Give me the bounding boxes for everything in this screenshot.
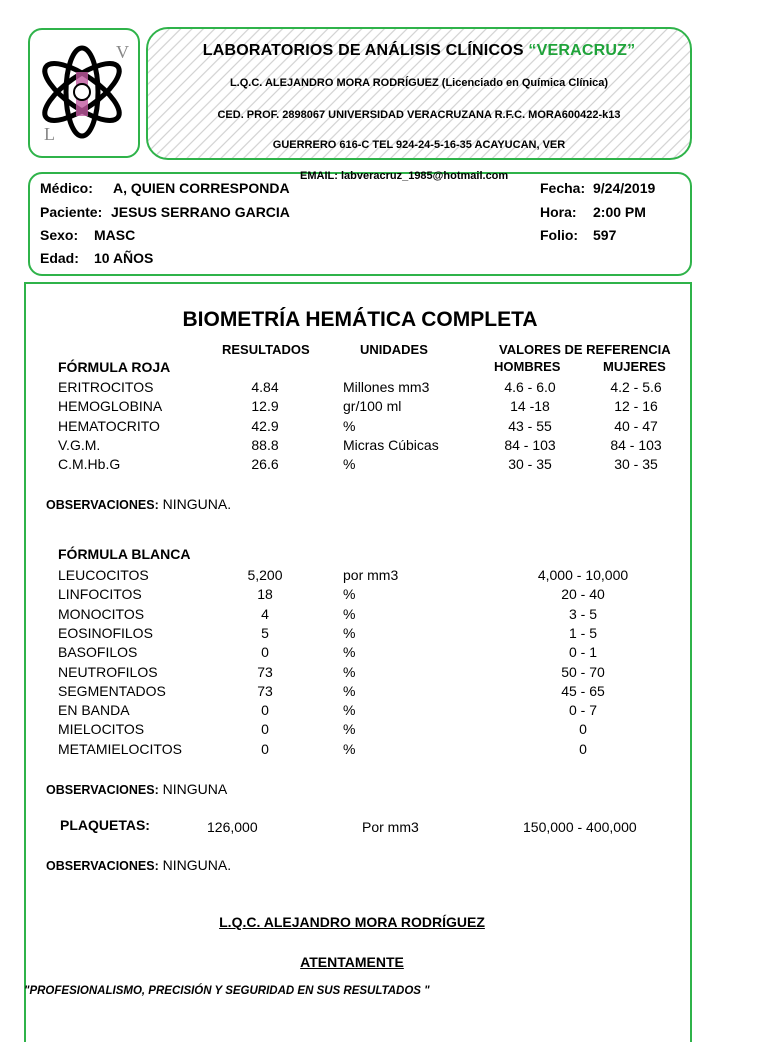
observations-platelets — [46, 857, 231, 873]
fecha-value: 9/24/2019 — [593, 180, 656, 196]
white-row-result: 5 — [261, 624, 269, 641]
red-row-ref-women: 40 - 47 — [614, 417, 658, 434]
white-row-result: 0 — [261, 644, 269, 661]
svg-text:V: V — [116, 42, 129, 62]
red-row-unit: Micras Cúbicas — [343, 436, 439, 453]
observations-label: OBSERVACIONES: — [46, 783, 159, 797]
folio-value: 597 — [593, 227, 617, 243]
white-row-reference: 4,000 - 10,000 — [537, 567, 629, 583]
red-row-unit: Millones mm3 — [343, 379, 430, 395]
report-title: BIOMETRÍA HEMÁTICA COMPLETA — [182, 308, 538, 331]
white-row-reference: 3 - 5 — [568, 605, 597, 622]
white-row-result: 18 — [257, 586, 273, 603]
lab-motto: "PROFESIONALISMO, PRECISIÓN Y SEGURIDAD EN SUS RESULTADOS " — [24, 985, 430, 997]
col-reference-header: VALORES DE REFERENCIA — [499, 342, 671, 357]
observations-label: OBSERVACIONES: — [46, 859, 159, 873]
red-row-unit: % — [343, 417, 356, 434]
red-formula-title: FÓRMULA ROJA — [58, 359, 171, 375]
closing-text: ATENTAMENTE — [300, 954, 404, 970]
paciente-value: JESUS SERRANO GARCIA — [111, 204, 290, 220]
white-row-reference: 45 - 65 — [561, 682, 605, 699]
red-row-name: HEMATOCRITO — [58, 417, 160, 434]
white-row-reference: 0 - 7 — [568, 702, 597, 719]
white-row-name: SEGMENTADOS — [58, 682, 166, 699]
observations-value: NINGUNA. — [162, 857, 232, 873]
signer-name: L.Q.C. ALEJANDRO MORA RODRÍGUEZ — [219, 914, 485, 930]
white-row-unit: % — [343, 682, 356, 699]
red-row-ref-women: 84 - 103 — [610, 436, 662, 453]
white-row-name: LEUCOCITOS — [58, 567, 149, 583]
white-row-result: 73 — [257, 663, 273, 680]
white-row-name: EOSINOFILOS — [58, 624, 153, 641]
white-row-unit: % — [343, 740, 356, 757]
observations-value: NINGUNA — [162, 781, 228, 797]
platelets-label: PLAQUETAS: — [60, 817, 150, 833]
credentials-line: CED. PROF. 2898067 UNIVERSIDAD VERACRUZANA R.F.C. MORA600422-k13 — [217, 109, 621, 121]
sexo-value: MASC — [94, 227, 136, 243]
lab-name — [148, 42, 690, 60]
red-row-unit: gr/100 ml — [343, 398, 402, 415]
white-row-result: 4 — [261, 605, 269, 622]
white-row-unit: % — [343, 605, 356, 622]
red-row-result: 26.6 — [251, 456, 279, 473]
col-men-header: HOMBRES — [494, 359, 561, 374]
col-results-header: RESULTADOS — [222, 342, 310, 357]
medico-label: Médico: — [40, 180, 93, 196]
white-row-result: 5,200 — [247, 567, 283, 583]
red-row-ref-men: 4.6 - 6.0 — [504, 379, 556, 395]
white-row-reference: 20 - 40 — [561, 586, 605, 603]
white-row-unit: % — [343, 644, 356, 661]
red-row-result: 4.84 — [251, 379, 279, 395]
white-row-result: 0 — [261, 721, 269, 738]
red-row-ref-men: 43 - 55 — [508, 417, 552, 434]
col-units-header: UNIDADES — [360, 342, 428, 357]
lab-header — [146, 27, 692, 160]
observations-label: OBSERVACIONES: — [46, 498, 159, 512]
white-row-reference: 1 - 5 — [568, 624, 597, 641]
red-row-name: V.G.M. — [58, 436, 101, 453]
white-row-name: NEUTROFILOS — [58, 663, 158, 680]
red-row-ref-men: 30 - 35 — [508, 456, 552, 473]
red-row-unit: % — [343, 456, 356, 473]
lab-logo — [28, 28, 140, 158]
red-row-name: C.M.Hb.G — [58, 456, 121, 473]
director-line: L.Q.C. ALEJANDRO MORA RODRÍGUEZ (Licenciado en Química Clínica) — [229, 77, 609, 89]
red-row-name: HEMOGLOBINA — [58, 398, 163, 415]
white-row-unit: por mm3 — [343, 567, 399, 583]
white-row-name: METAMIELOCITOS — [58, 740, 182, 757]
white-row-result: 0 — [261, 702, 269, 719]
red-row-name: ERITROCITOS — [58, 379, 154, 395]
platelets-result: 126,000 — [207, 819, 258, 835]
white-row-unit: % — [343, 586, 356, 603]
white-row-name: BASOFILOS — [58, 644, 138, 661]
observations-value: NINGUNA. — [162, 496, 232, 512]
white-row-reference: 0 — [579, 740, 587, 757]
observations-white — [46, 781, 227, 797]
red-row-result: 12.9 — [251, 398, 279, 415]
hora-label: Hora: — [540, 204, 577, 220]
platelets-reference: 150,000 - 400,000 — [523, 819, 637, 835]
white-row-reference: 50 - 70 — [561, 663, 605, 680]
platelets-unit: Por mm3 — [362, 819, 419, 835]
white-row-unit: % — [343, 702, 356, 719]
white-row-result: 73 — [257, 682, 273, 699]
white-row-name: MONOCITOS — [58, 605, 145, 622]
red-row-ref-women: 4.2 - 5.6 — [610, 379, 662, 395]
hora-value: 2:00 PM — [593, 204, 646, 220]
red-row-ref-women: 30 - 35 — [614, 456, 658, 473]
white-row-reference: 0 — [579, 721, 587, 738]
edad-label: Edad: — [40, 250, 79, 266]
red-row-ref-women: 12 - 16 — [614, 398, 658, 415]
white-row-unit: % — [343, 663, 356, 680]
col-women-header: MUJERES — [603, 359, 666, 374]
red-row-result: 42.9 — [251, 417, 279, 434]
white-formula-title: FÓRMULA BLANCA — [58, 546, 191, 562]
white-row-unit: % — [343, 624, 356, 641]
edad-value: 10 AÑOS — [94, 250, 154, 266]
observations-red — [46, 496, 231, 512]
folio-label: Folio: — [540, 227, 579, 243]
address-line: GUERRERO 616-C TEL 924-24-5-16-35 ACAYUCAN, VER — [272, 139, 566, 151]
medico-value: A, QUIEN CORRESPONDA — [113, 180, 290, 196]
red-row-result: 88.8 — [251, 436, 279, 453]
lab-name-prefix: LABORATORIOS DE ANÁLISIS CLÍNICOS — [202, 42, 529, 59]
atom-logo-icon — [30, 30, 138, 156]
lab-name-brand: “VERACRUZ” — [528, 42, 636, 59]
paciente-label: Paciente: — [40, 204, 103, 220]
white-row-result: 0 — [261, 740, 269, 757]
white-row-unit: % — [343, 721, 356, 738]
white-row-name: MIELOCITOS — [58, 721, 145, 738]
white-row-reference: 0 - 1 — [568, 644, 597, 661]
lab-email: EMAIL: labveracruz_1985@hotmail.com — [300, 170, 509, 182]
svg-text:L: L — [44, 124, 55, 144]
red-row-ref-men: 84 - 103 — [504, 436, 556, 453]
white-row-name: EN BANDA — [58, 702, 130, 719]
sexo-label: Sexo: — [40, 227, 79, 243]
white-row-name: LINFOCITOS — [58, 586, 142, 603]
fecha-label: Fecha: — [540, 180, 586, 196]
red-row-ref-men: 14 -18 — [510, 398, 550, 415]
